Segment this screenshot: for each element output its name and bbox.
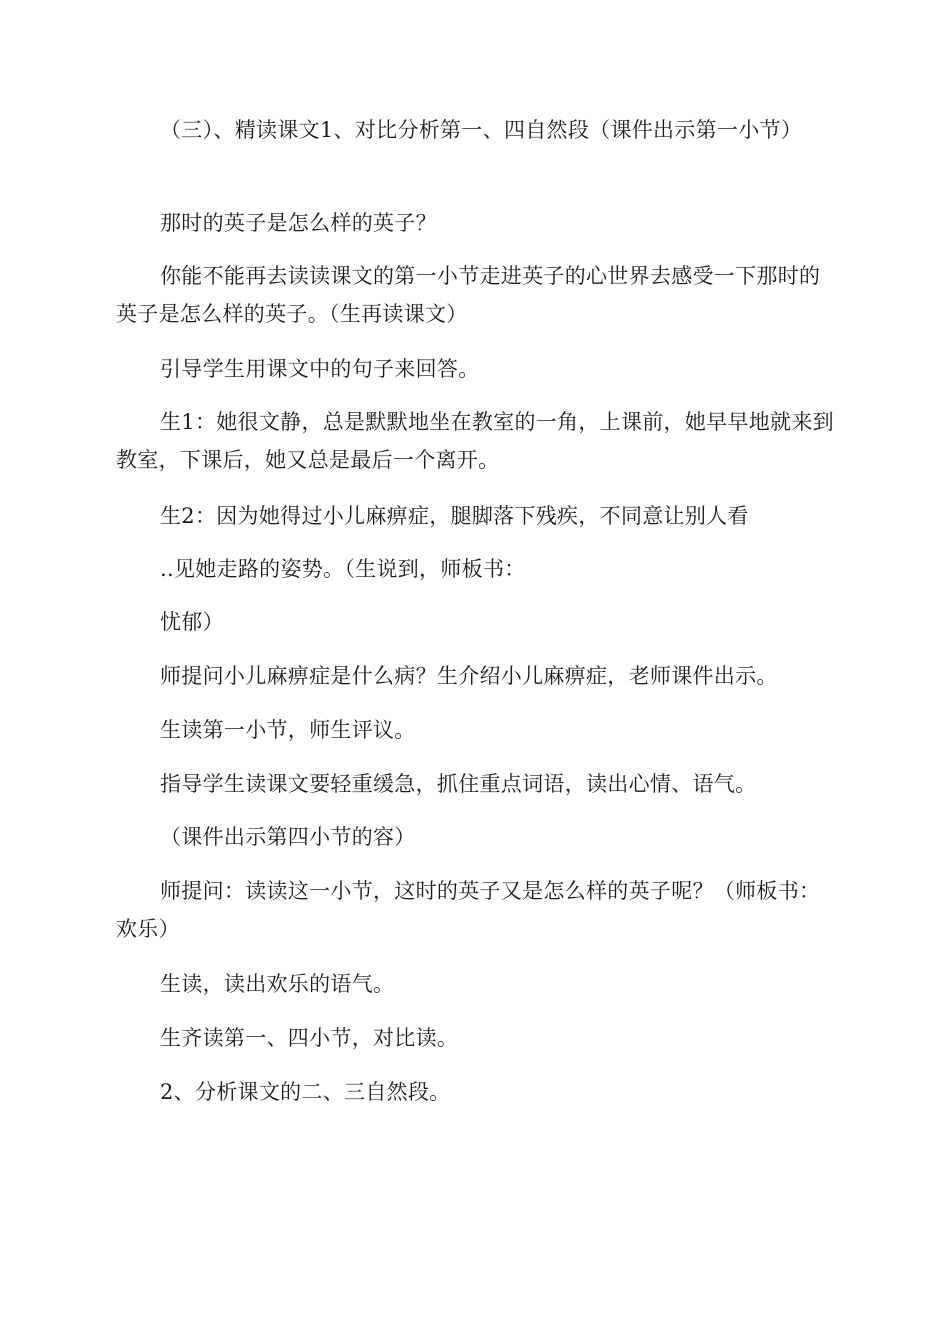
paragraph-reading-instruction: 指导学生读课文要轻重缓急，抓住重点词语，读出心情、语气。 xyxy=(160,772,757,796)
paragraph-reading-prompt: 你能不能再去读读课文的第一小节走进英子的心世界去感受一下那时的英子是怎么样的英子。（生再读课文） xyxy=(116,264,821,326)
paragraph-question: 那时的英子是怎么样的英子？ xyxy=(160,211,437,235)
paragraph-read-joyfully: 生读，读出欢乐的语气。 xyxy=(160,972,395,996)
paragraph-student-2-continued: ..见她走路的姿势。（生说到，师板书： xyxy=(160,557,526,581)
paragraph-analyze-sections: 2、分析课文的二、三自然段。 xyxy=(160,1080,451,1104)
paragraph-teacher-question-polio: 师提问小儿麻痹症是什么病？生介绍小儿麻痹症，老师课件出示。 xyxy=(160,664,778,688)
paragraph-courseware-fourth: （课件出示第四小节的容） xyxy=(160,825,416,849)
paragraph-student-1: 生1：她很文静，总是默默地坐在教室的一角，上课前，她早早地就来到教室，下课后，她又总是最后一个离开。 xyxy=(116,410,834,472)
paragraph-compare-reading: 生齐读第一、四小节，对比读。 xyxy=(160,1026,459,1050)
paragraph-guidance: 引导学生用课文中的句子来回答。 xyxy=(160,357,480,381)
paragraph-teacher-question-joy: 师提问：读读这一小节，这时的英子又是怎么样的英子呢？（师板书：欢乐） xyxy=(116,879,821,941)
paragraph-read-first-section: 生读第一小节，师生评议。 xyxy=(160,718,416,742)
paragraph-blackboard-melancholy: 忧郁） xyxy=(160,610,224,634)
paragraph-student-2: 生2：因为她得过小儿麻痹症，腿脚落下残疾，不同意让别人看 xyxy=(160,504,749,528)
paragraph-section-heading: （三）、精读课文1、对比分析第一、四自然段（课件出示第一小节） xyxy=(160,118,803,142)
